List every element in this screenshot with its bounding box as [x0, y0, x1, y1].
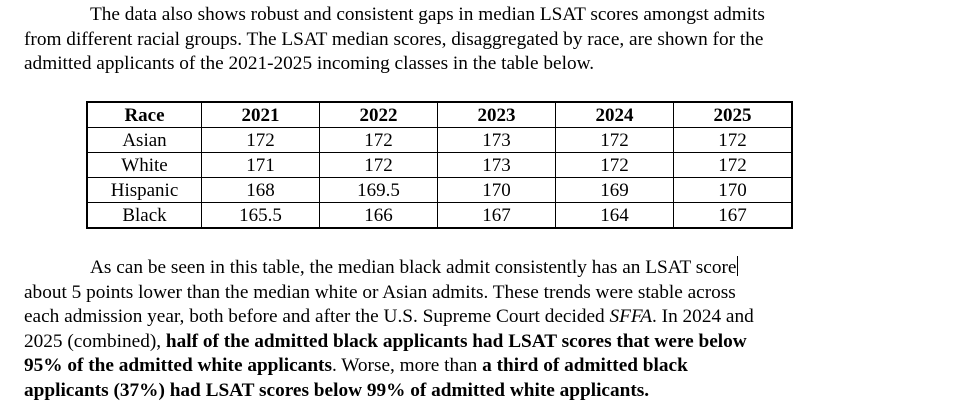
row-race-cell: Black [87, 203, 202, 229]
score-cell: 167 [438, 203, 556, 229]
sffa-case-name: SFFA [609, 306, 653, 327]
analysis-line-5-text: . Worse, more than [331, 355, 483, 376]
analysis-line-1-text: As can be seen in this table, the median black admit consistently has an LSAT score [90, 257, 737, 278]
analysis-line-2: about 5 points lower than the median white or Asian admits. These trends were stable across [24, 281, 736, 303]
header-race: Race [87, 102, 202, 128]
header-2021: 2021 [202, 102, 320, 128]
score-cell: 173 [438, 128, 556, 153]
text-cursor [737, 256, 738, 276]
score-cell: 164 [556, 203, 674, 229]
header-2025: 2025 [674, 102, 793, 128]
table-row [87, 153, 792, 178]
score-cell: 168 [202, 178, 320, 203]
analysis-line-3 [24, 305, 904, 330]
score-cell: 169.5 [320, 178, 438, 203]
score-cell: 166 [320, 203, 438, 229]
analysis-line-4 [24, 330, 904, 355]
score-cell: 172 [556, 128, 674, 153]
score-cell: 171 [202, 153, 320, 178]
intro-line-2: from different racial groups. The LSAT median scores, disaggregated by race, are shown for the [24, 28, 764, 50]
score-cell: 172 [320, 153, 438, 178]
table-row [87, 128, 792, 153]
score-cell: 172 [674, 153, 793, 178]
analysis-line-4-bold: half of the admitted black applicants had LSAT scores that were below [165, 330, 747, 352]
table-row [87, 178, 792, 203]
analysis-paragraph [24, 256, 904, 403]
intro-line-1: The data also shows robust and consistent gaps in median LSAT scores amongst admits [90, 4, 765, 25]
score-cell: 165.5 [202, 203, 320, 229]
header-2024: 2024 [556, 102, 674, 128]
intro-paragraph [24, 3, 904, 77]
analysis-line-6: applicants (37%) had LSAT scores below 99% of admitted white applicants. [24, 379, 650, 401]
analysis-line-1 [24, 256, 904, 281]
intro-line-3: admitted applicants of the 2021-2025 incoming classes in the table below. [24, 53, 595, 74]
analysis-line-3-end: . In 2024 and [652, 306, 754, 327]
score-cell: 169 [556, 178, 674, 203]
score-cell: 172 [674, 128, 793, 153]
header-2023: 2023 [438, 102, 556, 128]
lsat-median-table [86, 101, 793, 229]
score-cell: 172 [202, 128, 320, 153]
score-cell: 173 [438, 153, 556, 178]
analysis-line-5-bold-end: a third of admitted black [482, 355, 688, 376]
analysis-line-3-text: each admission year, both before and after the U.S. Supreme Court decided [24, 306, 610, 327]
score-cell: 170 [674, 178, 793, 203]
score-cell: 170 [438, 178, 556, 203]
analysis-line-4-text: 2025 (combined), [24, 330, 166, 352]
row-race-cell: Hispanic [87, 178, 202, 203]
score-cell: 167 [674, 203, 793, 229]
table-header-row [87, 102, 792, 128]
row-race-cell: White [87, 153, 202, 178]
row-race-cell: Asian [87, 128, 202, 153]
table-row [87, 203, 792, 229]
header-2022: 2022 [320, 102, 438, 128]
analysis-line-5 [24, 354, 904, 379]
analysis-line-5-bold: 95% of the admitted white applicants [24, 355, 332, 376]
score-cell: 172 [320, 128, 438, 153]
score-cell: 172 [556, 153, 674, 178]
